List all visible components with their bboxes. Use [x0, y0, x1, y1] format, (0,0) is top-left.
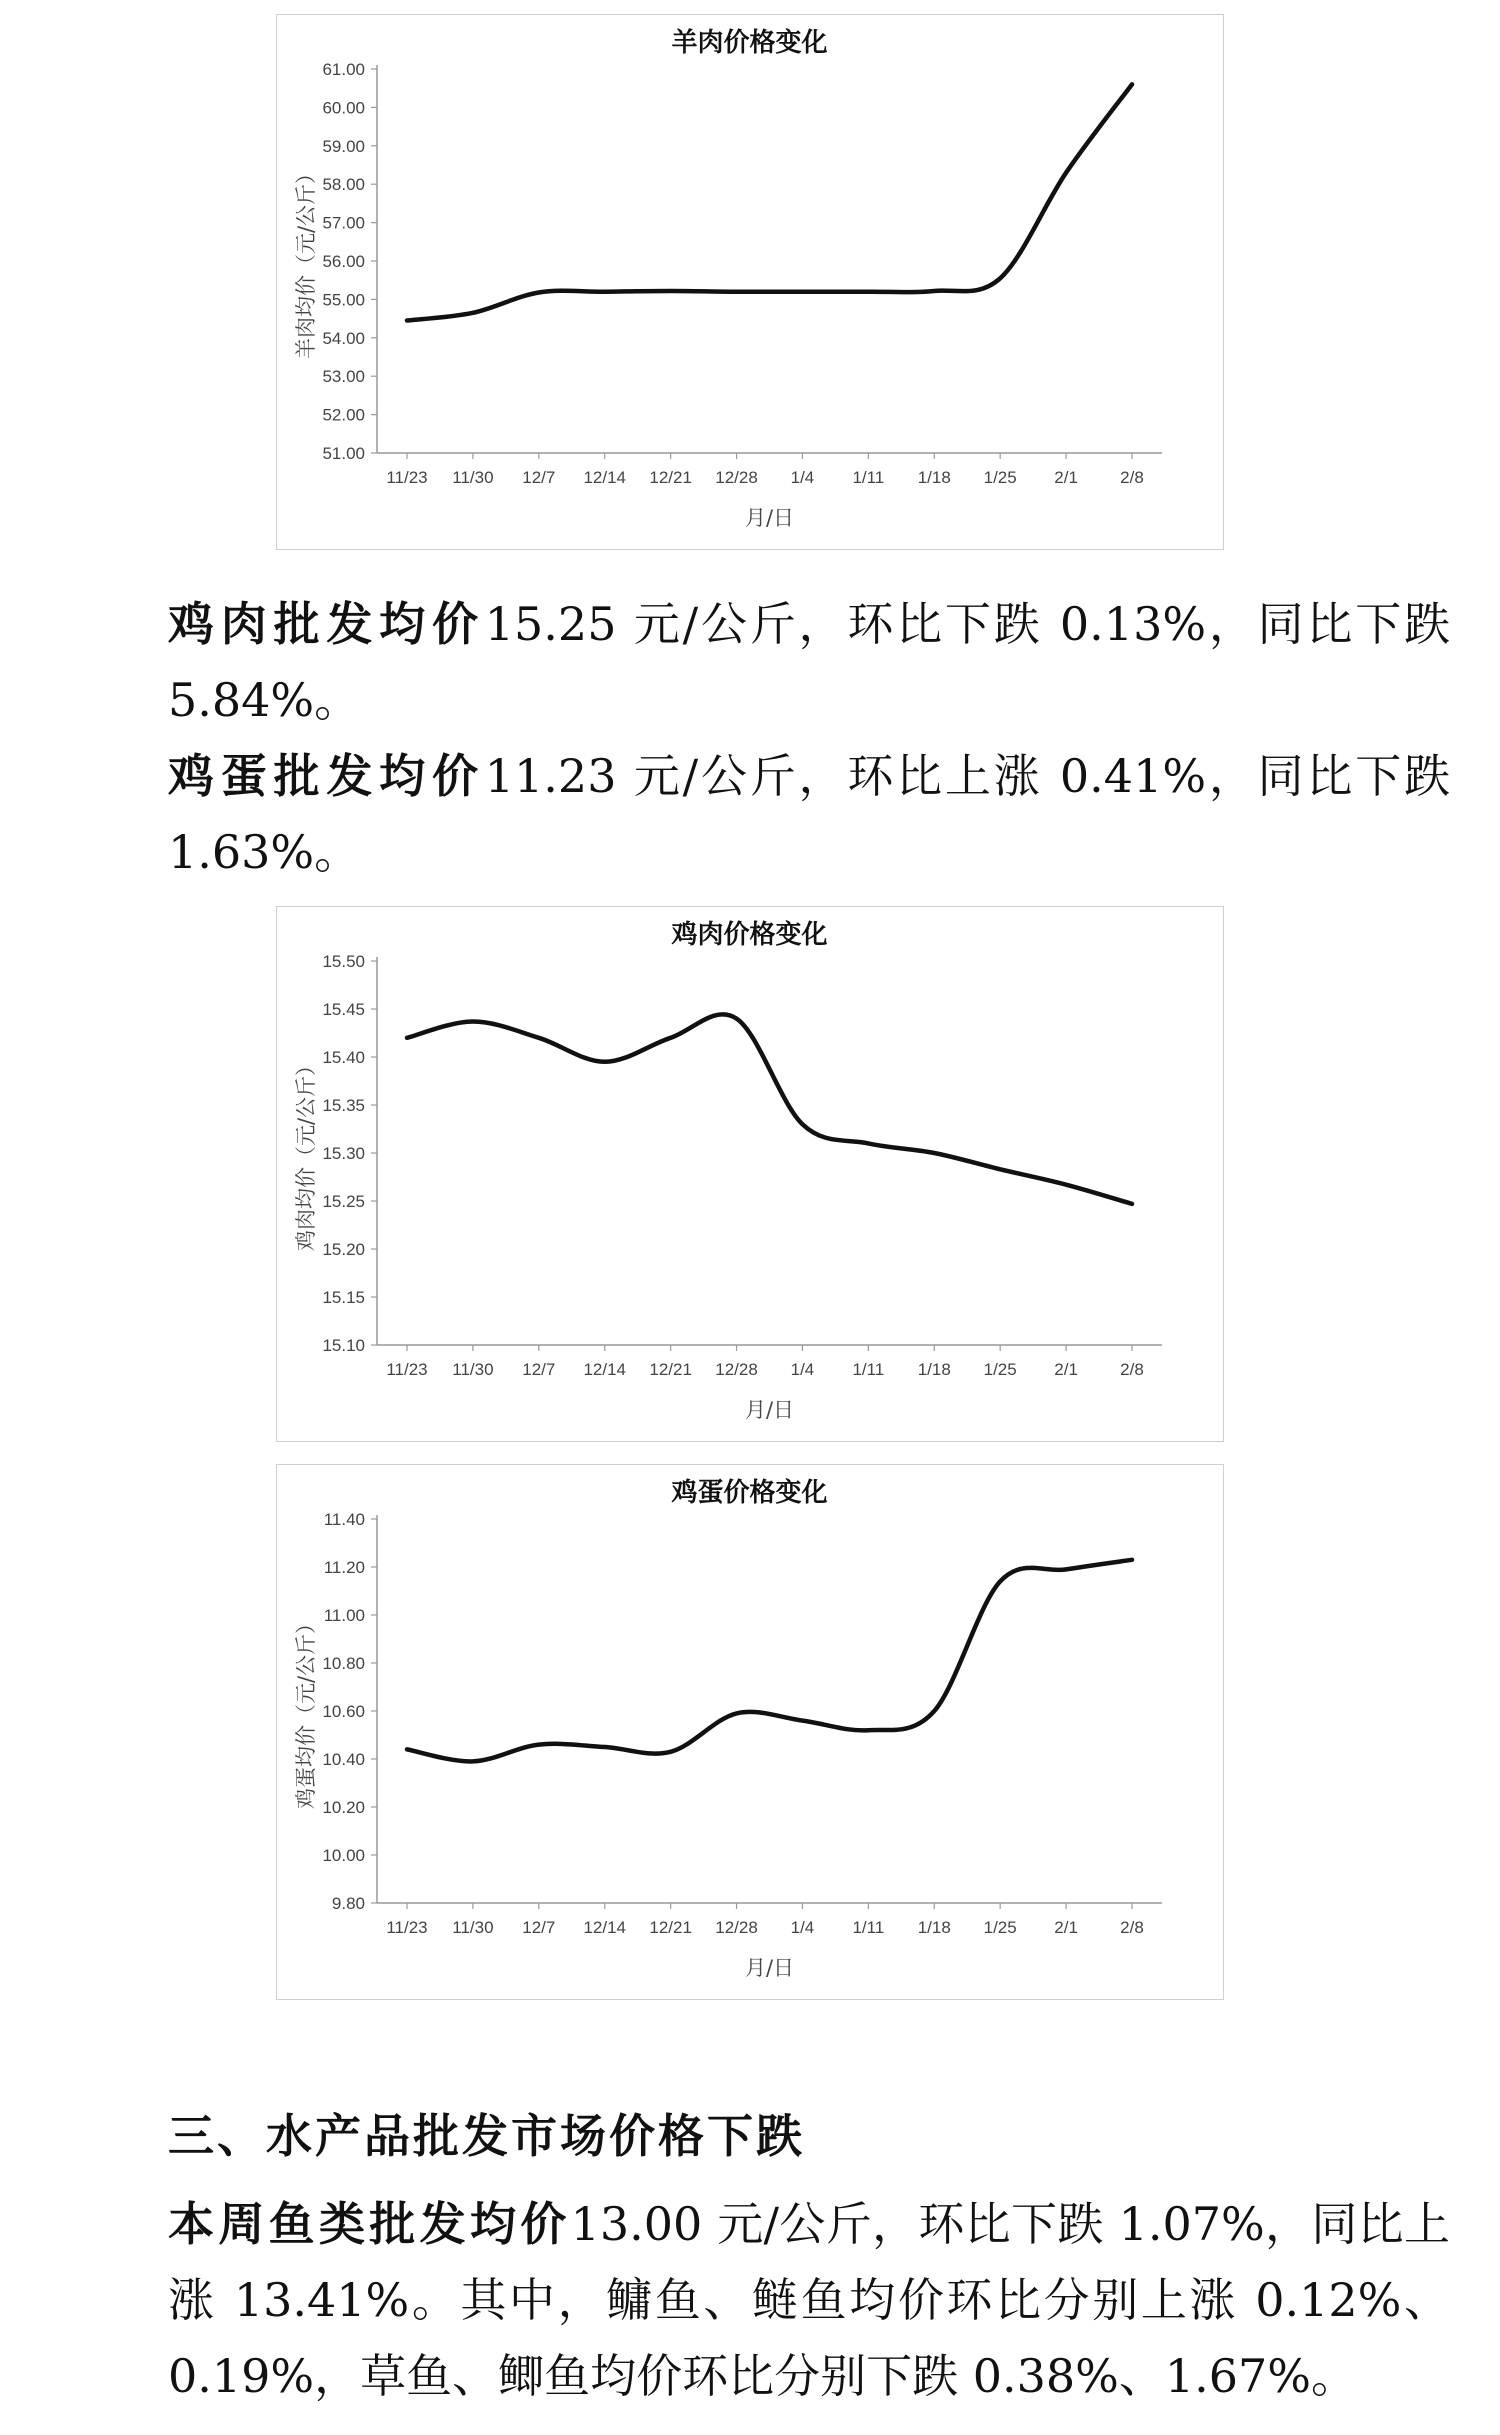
y-tick-label: 61.00 [322, 60, 365, 79]
y-tick-label: 15.10 [322, 1336, 365, 1355]
y-tick-label: 59.00 [322, 136, 365, 156]
x-tick-label: 1/11 [852, 468, 885, 487]
y-tick-label: 11.20 [323, 1558, 365, 1577]
x-tick-label: 12/7 [522, 468, 556, 487]
x-tick-label: 12/7 [522, 1360, 556, 1379]
y-axis-label: 鸡肉均价（元/公斤） [294, 1054, 318, 1252]
x-tick-label: 12/28 [715, 1918, 758, 1937]
y-tick-label: 53.00 [322, 367, 365, 387]
x-tick-label: 11/30 [452, 1918, 494, 1937]
series-line [407, 1560, 1132, 1762]
y-tick-label: 57.00 [322, 213, 365, 233]
x-tick-label: 12/14 [583, 1360, 627, 1379]
x-tick-label: 1/4 [790, 1360, 815, 1379]
chicken-lead: 鸡肉批发均价 [168, 597, 485, 651]
egg-body: 11.23 元/公斤，环比上涨 0.41%，同比下跌 1.63%。 [168, 749, 1451, 879]
x-tick-label: 12/14 [583, 468, 627, 487]
x-tick-label: 12/21 [649, 1360, 692, 1379]
y-tick-label: 10.60 [322, 1702, 365, 1721]
x-tick-label: 1/18 [917, 1918, 951, 1937]
y-tick-label: 51.00 [322, 444, 365, 463]
x-axis-label: 月/日 [744, 506, 795, 530]
y-tick-label: 9.80 [331, 1894, 365, 1913]
x-tick-label: 11/23 [386, 1918, 428, 1937]
y-tick-label: 15.45 [322, 1000, 365, 1019]
y-tick-label: 60.00 [322, 98, 365, 118]
y-tick-label: 56.00 [322, 252, 365, 271]
y-tick-label: 58.00 [322, 175, 365, 195]
y-tick-label: 11.40 [323, 1510, 365, 1529]
x-tick-label: 2/8 [1120, 1918, 1144, 1937]
x-tick-label: 12/14 [583, 1918, 627, 1937]
series-line [407, 84, 1132, 320]
section-heading: 三、水产品批发市场价格下跌 [168, 2109, 805, 2163]
y-tick-label: 55.00 [322, 290, 365, 310]
y-tick-label: 11.00 [323, 1606, 365, 1625]
x-tick-label: 1/18 [917, 468, 951, 487]
egg-price-chart [276, 1464, 1224, 2000]
fish-lead: 本周鱼类批发均价 [168, 2197, 571, 2251]
x-tick-label: 1/4 [790, 1918, 815, 1937]
chicken-body: 15.25 元/公斤，环比下跌 0.13%，同比下跌 5.84%。 [168, 597, 1451, 727]
y-axis-label: 羊肉均价（元/公斤） [294, 162, 318, 360]
y-tick-label: 15.50 [322, 952, 365, 971]
y-tick-label: 15.35 [322, 1096, 365, 1115]
egg-lead: 鸡蛋批发均价 [168, 749, 485, 803]
x-tick-label: 1/4 [790, 468, 815, 487]
x-tick-label: 2/8 [1120, 468, 1144, 487]
x-tick-label: 12/28 [715, 468, 758, 487]
x-tick-label: 11/23 [386, 468, 428, 487]
mutton-price-chart [276, 14, 1224, 550]
x-tick-label: 11/30 [452, 1360, 494, 1379]
y-tick-label: 52.00 [322, 405, 365, 425]
fish-price-paragraph [60, 2186, 1450, 2414]
x-tick-label: 11/30 [452, 468, 494, 487]
x-tick-label: 11/23 [386, 1360, 428, 1379]
y-tick-label: 10.00 [322, 1846, 365, 1865]
x-tick-label: 1/25 [983, 468, 1017, 487]
x-tick-label: 1/18 [917, 1360, 951, 1379]
y-tick-label: 15.30 [322, 1144, 365, 1163]
x-tick-label: 1/11 [852, 1918, 885, 1937]
mutton-chart-svg [277, 15, 1222, 548]
x-tick-label: 2/1 [1054, 1360, 1078, 1379]
y-tick-label: 15.40 [322, 1048, 365, 1067]
x-tick-label: 2/1 [1054, 1918, 1078, 1937]
x-tick-label: 12/21 [649, 1918, 692, 1937]
egg-price-paragraph [60, 738, 1450, 890]
x-tick-label: 2/8 [1120, 1360, 1144, 1379]
y-tick-label: 15.15 [322, 1288, 365, 1307]
x-axis-label: 月/日 [744, 1398, 795, 1422]
y-axis-label: 鸡蛋均价（元/公斤） [294, 1612, 318, 1810]
x-tick-label: 12/7 [522, 1918, 556, 1937]
chart-title: 鸡肉价格变化 [671, 920, 828, 950]
y-tick-label: 15.25 [322, 1192, 365, 1211]
chicken-chart-svg [277, 907, 1222, 1440]
y-tick-label: 10.40 [322, 1750, 365, 1769]
series-line [407, 1014, 1132, 1204]
egg-chart-svg [277, 1465, 1222, 1998]
y-tick-label: 54.00 [322, 328, 365, 348]
x-tick-label: 12/21 [649, 468, 692, 487]
x-tick-label: 1/11 [852, 1360, 885, 1379]
chart-title: 羊肉价格变化 [671, 28, 828, 58]
fish-body: 13.00 元/公斤，环比下跌 1.07%，同比上涨 13.41%。其中，鳙鱼、鲢鱼均价环比分别上涨 0.12%、0.19%，草鱼、鲫鱼均价环比分别下跌 0.38%、1.67%。 [168, 2197, 1451, 2403]
chart-title: 鸡蛋价格变化 [671, 1478, 828, 1508]
y-tick-label: 15.20 [322, 1240, 365, 1259]
x-tick-label: 2/1 [1054, 468, 1078, 487]
x-axis-label: 月/日 [744, 1956, 795, 1980]
x-tick-label: 12/28 [715, 1360, 758, 1379]
chicken-price-paragraph [60, 586, 1450, 738]
chicken-price-chart [276, 906, 1224, 1442]
y-tick-label: 10.80 [322, 1654, 365, 1673]
x-tick-label: 1/25 [983, 1918, 1017, 1937]
x-tick-label: 1/25 [983, 1360, 1017, 1379]
y-tick-label: 10.20 [322, 1798, 365, 1817]
